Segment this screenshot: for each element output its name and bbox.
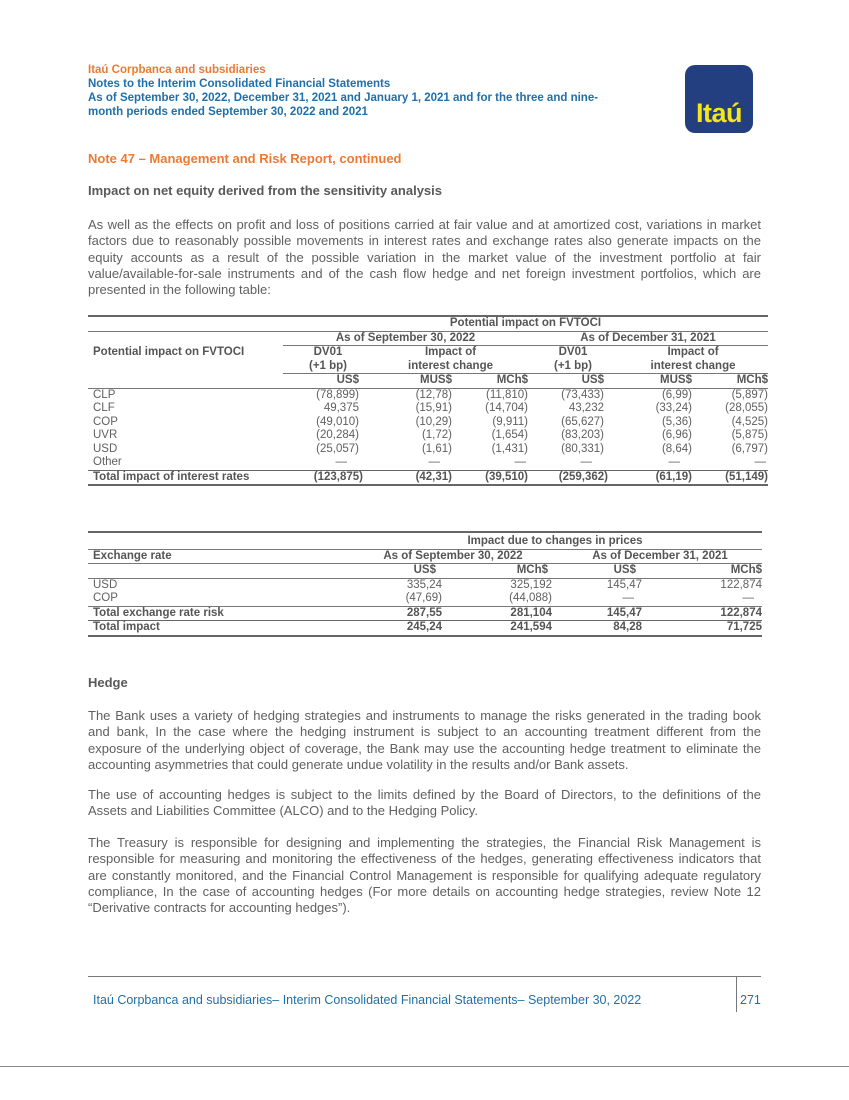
unit-header: MCh$ [658,564,762,579]
dv01-header-1: DV01 [313,346,343,358]
unit-header: US$ [348,564,458,579]
total-value: 71,725 [658,621,762,636]
cell-value: (9,911) [492,415,528,428]
table1-super-header: Potential impact on FVTOCI [283,316,768,331]
cell-value: — [754,456,766,468]
total-value: 241,594 [458,621,558,636]
cell-value: (65,627) [561,415,604,428]
page-header [88,63,668,119]
cell-value: — [742,592,754,604]
table2-row-header: Exchange rate [88,549,348,564]
cell-value: (10,29) [415,415,452,428]
total-value: (42,31) [373,470,458,485]
cell-value: — [668,456,680,468]
footer-text: Itaú Corpbanca and subsidiaries– Interim Consolidated Financial Statements– September 30, 2022 [93,993,642,1007]
cell-value: (5,36) [661,415,692,428]
cell-value: (44,088) [509,592,552,604]
cell-value: (5,875) [731,429,768,441]
table2-total-exchange-row [88,606,762,621]
page-edge [0,1066,849,1067]
impact-header-2: Impact of [667,346,719,358]
cell-value: (6,96) [661,429,692,441]
cell-value: (47,69) [405,592,442,604]
cell-value: (28,055) [725,402,768,414]
header-period-line1: As of September 30, 2022, December 31, 2021 and January 1, 2021 and for the three and nine- [88,92,599,104]
table1-period-sep-2022: As of September 30, 2022 [283,331,528,346]
cell-value: 325,192 [510,578,552,591]
cell-value: (83,203) [561,429,604,441]
table1-row [88,416,768,430]
table1-row [88,402,768,416]
cell-value: (78,899) [316,388,359,401]
unit-header: MCh$ [458,374,528,389]
exchange-rate-table [88,531,762,637]
unit-header: MCh$ [698,374,768,389]
cell-value: — [335,456,347,468]
total-value: 122,874 [658,606,762,621]
table2-row [88,578,762,592]
cell-value: (25,057) [316,442,359,455]
logo-text: Itaú [695,98,742,128]
section-heading-hedge: Hedge [88,675,128,690]
dv01-sub-1: (+1 bp) [283,360,373,374]
table1-total-row [88,470,768,485]
cell-value: (1,61) [421,442,452,455]
total-value: 145,47 [558,606,658,621]
hedge-paragraph-3: The Treasury is responsible for designing and implementing the strategies, the Financial Risk Management is responsible for measuring and monitoring the effectiveness of the hedges, generating effectiveness indicators that are constantly monitored, and the Financial Control Management is responsible for qualifying adequate regulatory compliance, In the case of accounting hedges (For more details on accounting hedge strategies, review Note 12 “Derivative contracts for accounting hedges”). [88,835,761,916]
dv01-sub-2: (+1 bp) [528,360,618,374]
row-label: CLF [93,402,115,414]
cell-value: — [622,592,634,604]
total-value: (259,362) [528,470,618,485]
impact-sub-2: interest change [618,360,768,374]
table1-period-dec-2021: As of December 31, 2021 [528,331,768,346]
total-value: 84,28 [558,621,658,636]
impact-header-1: Impact of [424,346,477,358]
cell-value: (20,284) [316,429,359,441]
total-value: (123,875) [283,470,373,485]
cell-value: (5,897) [731,388,768,401]
cell-value: 122,874 [720,578,762,591]
note-title: Note 47 – Management and Risk Report, continued [88,151,402,166]
cell-value: (11,810) [486,388,528,401]
section-heading-sensitivity: Impact on net equity derived from the sensitivity analysis [88,183,442,198]
table2-period-dec-2021: As of December 31, 2021 [558,549,762,564]
total-value: 281,104 [458,606,558,621]
table2-row [88,592,762,606]
row-label: USD [93,578,118,591]
hedge-paragraph-2: The use of accounting hedges is subject to the limits defined by the Board of Directors, to the definitions of the Assets and Liabilities Committee (ALCO) and to the Hedging Policy. [88,787,761,819]
header-period-line2: month periods ended September 30, 2022 and 2021 [88,106,368,118]
cell-value: (12,78) [415,388,452,401]
cell-value: (80,331) [561,442,604,455]
cell-value: (6,797) [731,442,768,455]
total-label: Total exchange rate risk [88,606,348,621]
hedge-paragraph-1: The Bank uses a variety of hedging strategies and instruments to manage the risks generated in the trading book and bank, In the case where the hedging instrument is subject to an accounting treatment different from the exposure of the underlying object of coverage, the Bank may use the accounting hedge treatment to eliminate the accounting asymmetries that could generate undue volatility in the results and/or Bank assets. [88,708,761,772]
cell-value: — [580,456,592,468]
cell-value: (1,431) [491,442,528,455]
table2-period-sep-2022: As of September 30, 2022 [348,549,558,564]
cell-value: (6,99) [661,388,692,401]
cell-value: 145,47 [606,578,642,591]
cell-value: — [514,456,526,468]
sensitivity-paragraph: As well as the effects on profit and loss of positions carried at fair value and at amortized cost, variations in market factors due to reasonably possible movements in interest rates and exchange rates also generate impacts on the equity accounts as a result of the possible variation in the market value of the investment portfolio at fair value/available-for-sale instruments and of the cash flow hedge and net foreign investment portfolios, which are presented in the following table: [88,217,761,298]
table2-total-impact-row [88,621,762,636]
total-label: Total impact [88,621,348,636]
row-label: CLP [93,388,116,401]
cell-value: (1,654) [491,429,528,441]
unit-header: US$ [558,564,658,579]
row-label: USD [93,442,118,455]
total-value: 245,24 [348,621,458,636]
row-label: UVR [93,429,118,441]
cell-value: 335,24 [406,578,442,591]
total-value: (51,149) [698,470,768,485]
table1-row-header: Potential impact on FVTOCI [93,345,245,358]
total-label: Total impact of interest rates [88,470,283,485]
total-value: (61,19) [618,470,698,485]
cell-value: (8,64) [661,442,692,455]
total-value: (39,510) [458,470,528,485]
unit-header: MCh$ [458,564,558,579]
dv01-header-2: DV01 [558,346,588,358]
page-number: 271 [740,993,761,1007]
cell-value: (14,704) [485,402,528,414]
itau-logo [685,65,753,133]
cell-value: (33,24) [655,402,692,414]
cell-value: (73,433) [561,388,604,401]
fvtoci-interest-rate-table [88,315,768,486]
footer-vertical-divider [736,976,737,1012]
table1-row [88,429,768,443]
cell-value: 49,375 [323,402,359,414]
cell-value: (4,525) [731,415,768,428]
footer-divider [88,976,761,977]
cell-value: (49,010) [316,415,359,428]
row-label: Other [93,456,122,468]
unit-header: MUS$ [373,374,458,389]
table1-row [88,456,768,470]
unit-header: US$ [528,374,618,389]
header-subtitle: Notes to the Interim Consolidated Financial Statements [88,78,391,90]
cell-value: (15,91) [415,402,452,414]
table1-row [88,388,768,402]
row-label: COP [93,415,118,428]
row-label: COP [93,592,118,604]
cell-value: — [428,456,440,468]
table1-row [88,443,768,457]
unit-header: US$ [283,374,373,389]
cell-value: (1,72) [421,429,452,441]
cell-value: 43,232 [568,402,604,414]
unit-header: MUS$ [618,374,698,389]
company-name: Itaú Corpbanca and subsidiaries [88,64,266,76]
impact-sub-1: interest change [373,360,528,374]
total-value: 287,55 [348,606,458,621]
table2-super-header: Impact due to changes in prices [348,532,762,549]
